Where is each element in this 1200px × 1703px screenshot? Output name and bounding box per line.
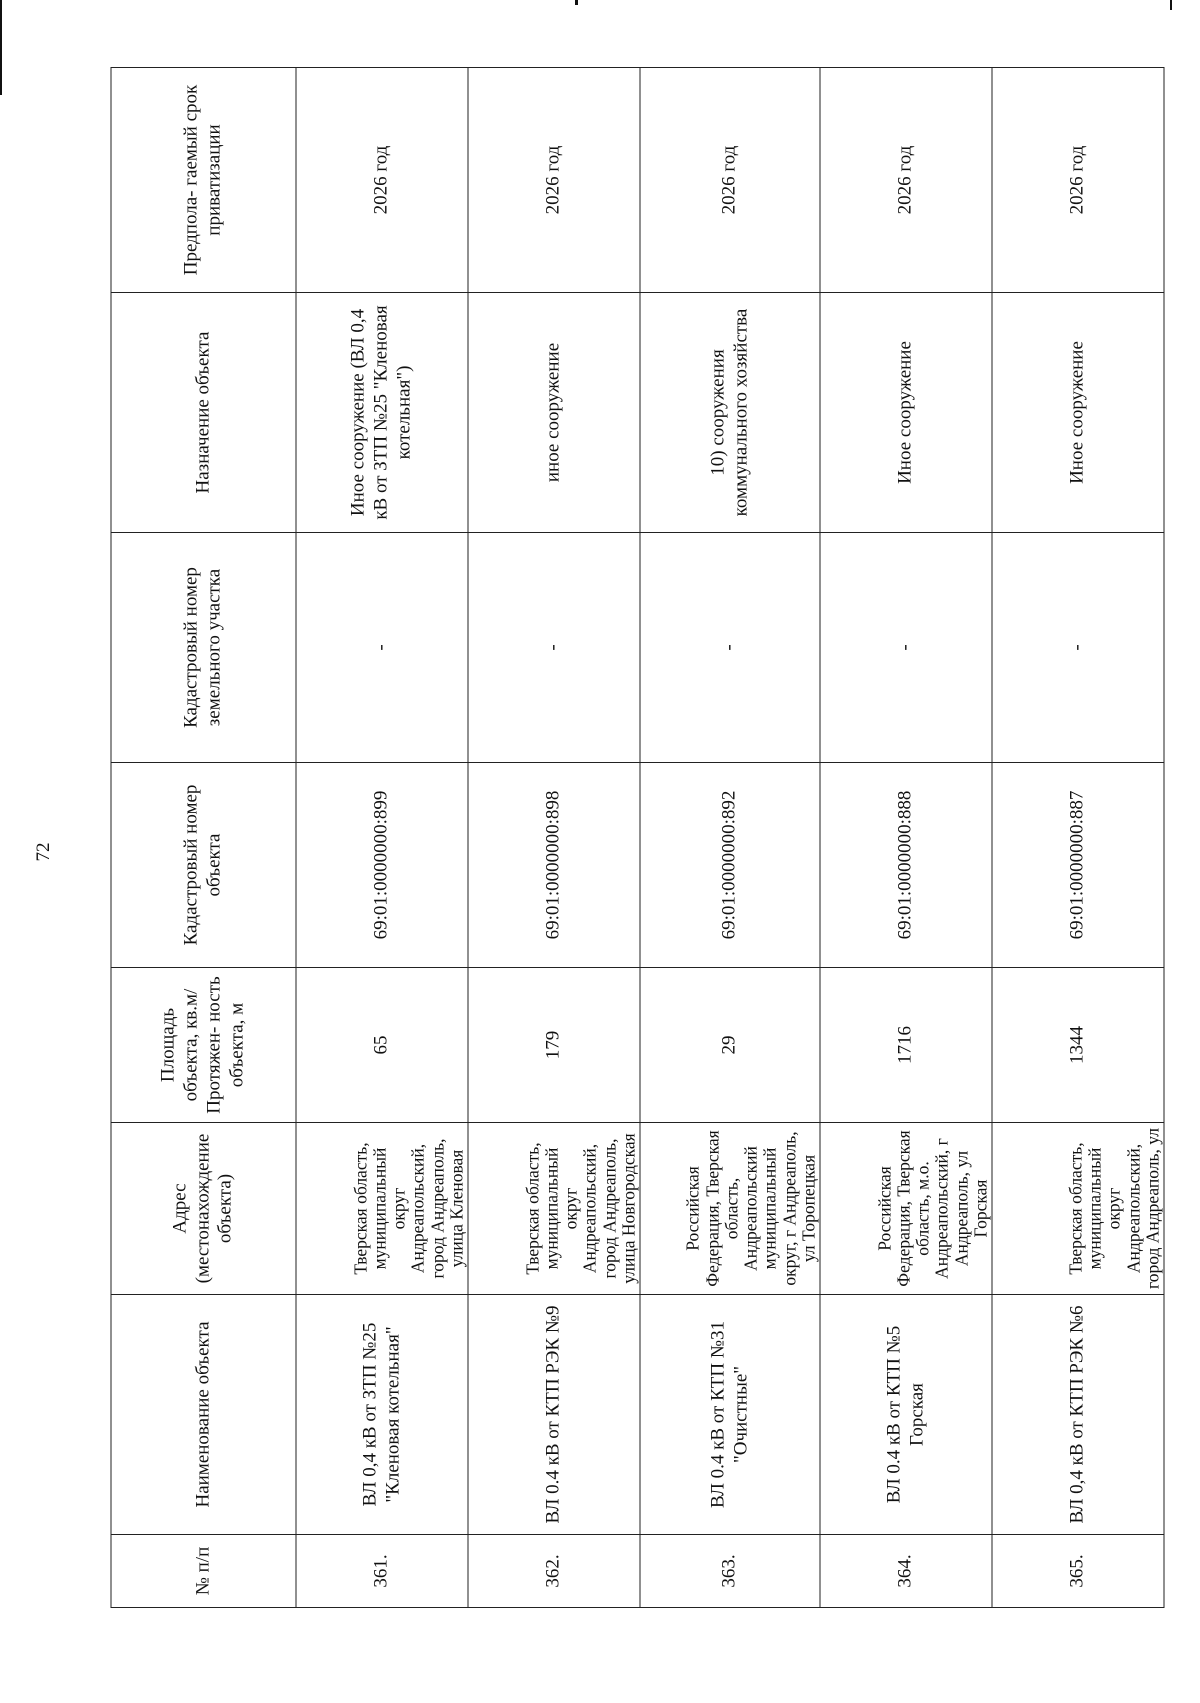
header-name: Наименование объекта — [111, 1295, 296, 1535]
cell-address: Российская Федерация, Тверская область, м.о. Андреапольский, г Андреаполь, ул Горская — [820, 1123, 992, 1295]
cell-address: Российская Федерация, Тверская область, Андреапольский муниципальный округ, г Андреаполь, ул Торопецкая — [640, 1123, 820, 1295]
cell-address: Тверская область, муниципальный округ Андреапольский, город Андреаполь, улица Новгородская — [468, 1123, 640, 1295]
cell-purpose: Иное сооружение (ВЛ 0,4 кВ от ЗТП №25 "Кленовая котельная") — [296, 293, 468, 533]
cell-cadastral-object: 69:01:0000000:892 — [640, 763, 820, 968]
cell-name: ВЛ 0.4 кВ от КТП №5 Горская — [820, 1295, 992, 1535]
header-num: № п/п — [111, 1535, 296, 1608]
cell-area: 1716 — [820, 968, 992, 1123]
cell-cadastral-land: - — [820, 533, 992, 763]
cell-address: Тверская область, муниципальный округ Андреапольский, город Андреаполь, ул — [992, 1123, 1164, 1295]
cell-num: 364. — [820, 1535, 992, 1608]
cell-purpose: Иное сооружение — [820, 293, 992, 533]
scan-edge-mark-top-right — [1170, 0, 1172, 10]
cell-cadastral-object: 69:01:0000000:888 — [820, 763, 992, 968]
cell-area: 179 — [468, 968, 640, 1123]
header-address: Адрес (местонахождение объекта) — [111, 1123, 296, 1295]
cell-cadastral-object: 69:01:0000000:898 — [468, 763, 640, 968]
cell-cadastral-land: - — [468, 533, 640, 763]
cell-name: ВЛ 0,4 кВ от ЗТП №25 "Кленовая котельная" — [296, 1295, 468, 1535]
cell-term: 2026 год — [992, 68, 1164, 293]
cell-term: 2026 год — [820, 68, 992, 293]
cell-term: 2026 год — [296, 68, 468, 293]
table-row — [640, 68, 820, 1608]
cell-cadastral-land: - — [992, 533, 1164, 763]
header-cadastral-object: Кадастровый номер объекта — [111, 763, 296, 968]
cell-term: 2026 год — [640, 68, 820, 293]
cell-purpose: 10) сооружения коммунального хозяйства — [640, 293, 820, 533]
cell-address: Тверская область, муниципальный округ Андреапольский, город Андреаполь, улица Кленовая — [296, 1123, 468, 1295]
cell-cadastral-land: - — [296, 533, 468, 763]
cell-name: ВЛ 0.4 кВ от КТП №31 "Очистные" — [640, 1295, 820, 1535]
header-term: Предпола- гаемый срок приватизации — [111, 68, 296, 293]
cell-name: ВЛ 0.4 кВ от КТП РЭК №9 — [468, 1295, 640, 1535]
cell-area: 1344 — [992, 968, 1164, 1123]
cell-term: 2026 год — [468, 68, 640, 293]
cell-purpose: Иное сооружение — [992, 293, 1164, 533]
table-row — [820, 68, 992, 1608]
header-area: Площадь объекта, кв.м/ Протяжен- ность объекта, м — [111, 968, 296, 1123]
table-row — [468, 68, 640, 1608]
table-row — [296, 68, 468, 1608]
cell-cadastral-object: 69:01:0000000:899 — [296, 763, 468, 968]
privatization-table — [111, 67, 1165, 1608]
header-cadastral-land: Кадастровый номер земельного участка — [111, 533, 296, 763]
cell-cadastral-object: 69:01:0000000:887 — [992, 763, 1164, 968]
cell-purpose: иное сооружение — [468, 293, 640, 533]
cell-name: ВЛ 0,4 кВ от КТП РЭК №6 — [992, 1295, 1164, 1535]
cell-num: 365. — [992, 1535, 1164, 1608]
page-number: 72 — [33, 842, 54, 862]
scan-edge-mark-top-left — [0, 0, 2, 95]
cell-area: 65 — [296, 968, 468, 1123]
cell-area: 29 — [640, 968, 820, 1123]
header-purpose: Назначение объекта — [111, 293, 296, 533]
cell-cadastral-land: - — [640, 533, 820, 763]
cell-num: 363. — [640, 1535, 820, 1608]
cell-num: 362. — [468, 1535, 640, 1608]
table-row — [992, 68, 1164, 1608]
table-header-row — [111, 68, 296, 1608]
rotated-table-container — [111, 68, 1163, 1608]
cell-num: 361. — [296, 1535, 468, 1608]
scan-edge-mark-top-mid — [575, 0, 578, 5]
